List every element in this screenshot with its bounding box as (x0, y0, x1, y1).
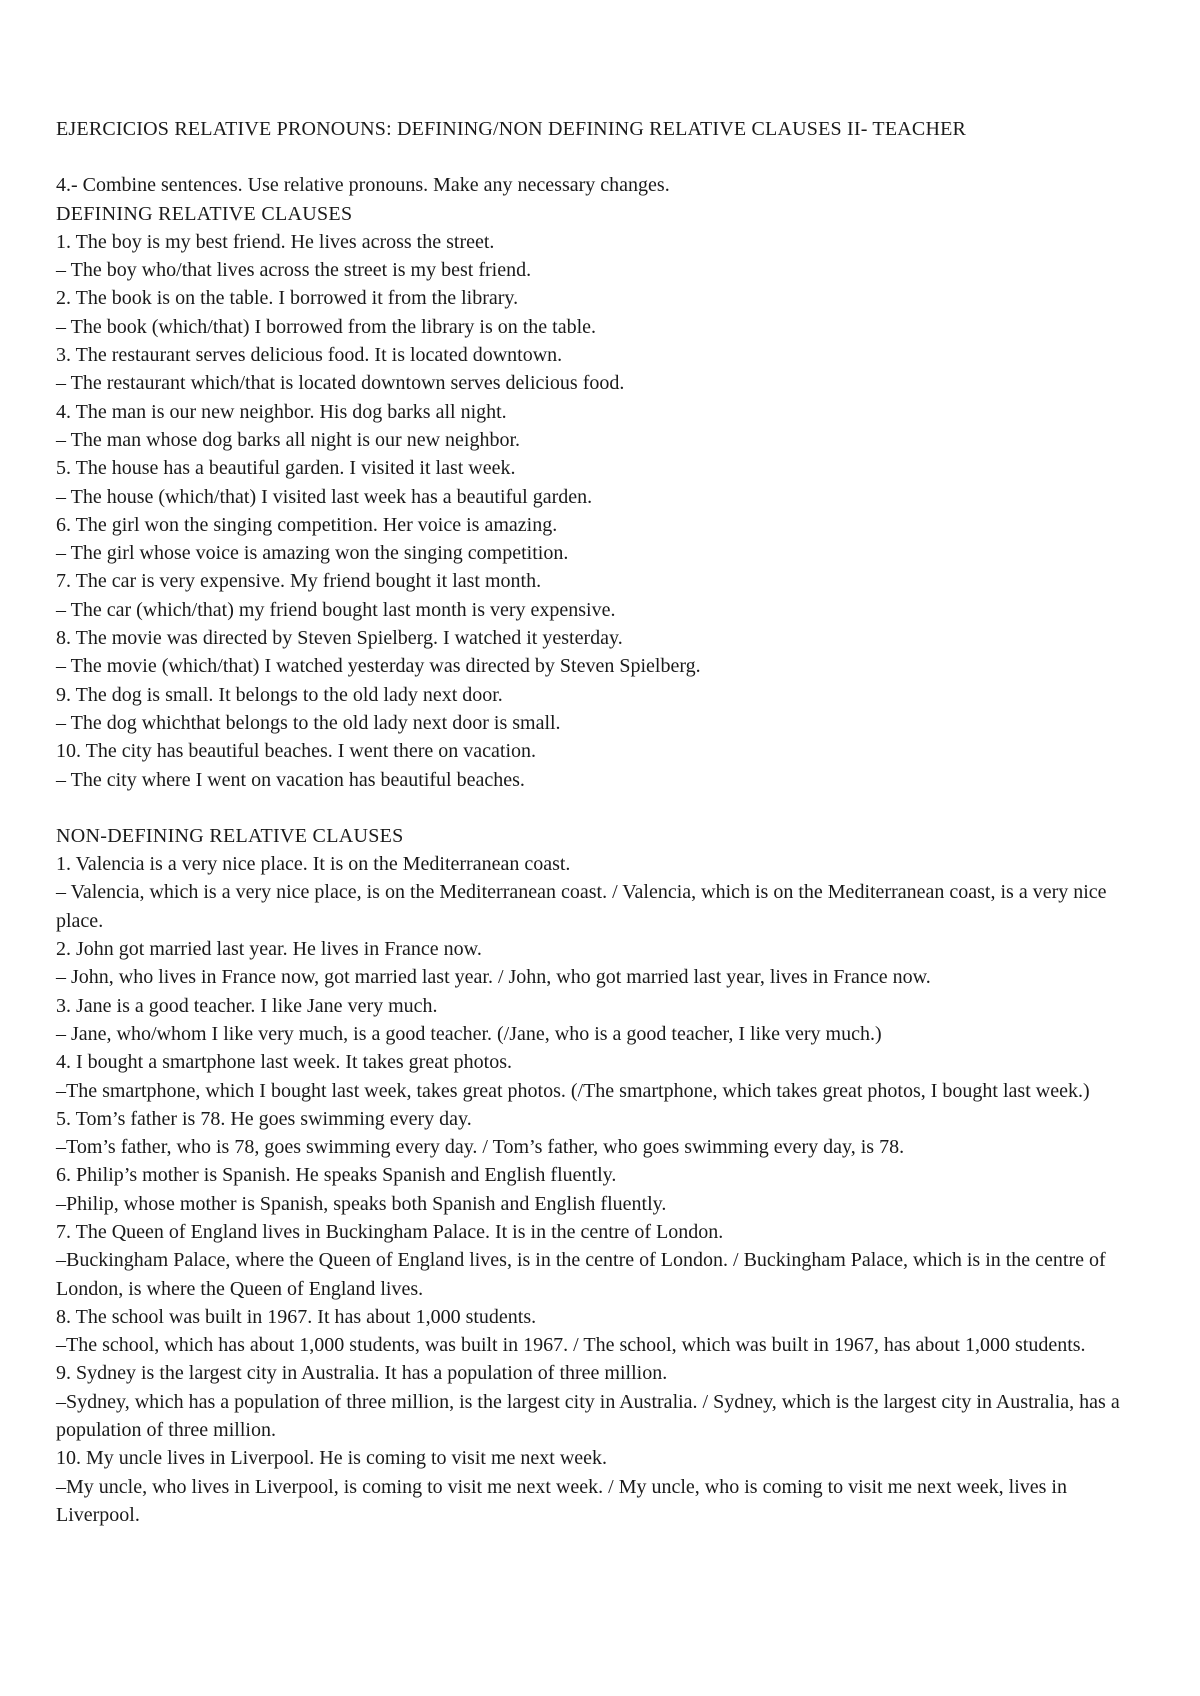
exercise-instruction: 4.- Combine sentences. Use relative pronouns. Make any necessary changes. (56, 174, 670, 197)
defining-item: 3. The restaurant serves delicious food. It is located downtown. (56, 344, 563, 367)
non-defining-item: 8. The school was built in 1967. It has about 1,000 students. (56, 1305, 537, 1328)
defining-item: 5. The house has a beautiful garden. I visited it last week. (56, 457, 516, 480)
defining-answer: – The boy who/that lives across the street is my best friend. (56, 259, 532, 282)
non-defining-answer: – John, who lives in France now, got married last year. / John, who got married last year, lives in France now. (56, 966, 931, 989)
defining-answer: – The movie (which/that) I watched yesterday was directed by Steven Spielberg. (56, 655, 701, 678)
non-defining-answer: –Tom’s father, who is 78, goes swimming every day. / Tom’s father, who goes swimming every day, is 78. (56, 1136, 905, 1159)
non-defining-answer: –Philip, whose mother is Spanish, speaks both Spanish and English fluently. (56, 1192, 667, 1215)
defining-answer: – The house (which/that) I visited last week has a beautiful garden. (56, 485, 593, 508)
document-page (56, 115, 1146, 1529)
non-defining-answer: – Jane, who/whom I like very much, is a good teacher. (/Jane, who is a good teacher, I like very much.) (56, 1022, 882, 1045)
non-defining-answer: –The smartphone, which I bought last week, takes great photos. (/The smartphone, which takes great photos, I bought last week.) (56, 1079, 1090, 1102)
defining-item: 4. The man is our new neighbor. His dog barks all night. (56, 400, 507, 423)
non-defining-item: 3. Jane is a good teacher. I like Jane very much. (56, 994, 438, 1017)
defining-answer: – The city where I went on vacation has beautiful beaches. (56, 768, 525, 791)
defining-answer: – The man whose dog barks all night is our new neighbor. (56, 428, 521, 451)
defining-answer: – The girl whose voice is amazing won the singing competition. (56, 542, 569, 565)
section-heading-non-defining: NON-DEFINING RELATIVE CLAUSES (56, 824, 404, 847)
non-defining-item: 6. Philip’s mother is Spanish. He speaks Spanish and English fluently. (56, 1164, 617, 1187)
defining-answer: – The car (which/that) my friend bought last month is very expensive. (56, 598, 616, 621)
non-defining-item: 2. John got married last year. He lives in France now. (56, 938, 482, 961)
document-title: EJERCICIOS RELATIVE PRONOUNS: DEFINING/NON DEFINING RELATIVE CLAUSES II- TEACHER (56, 118, 967, 140)
non-defining-item: 5. Tom’s father is 78. He goes swimming every day. (56, 1107, 472, 1130)
non-defining-item: 7. The Queen of England lives in Buckingham Palace. It is in the centre of London. (56, 1220, 724, 1243)
section-spacer (56, 794, 1146, 822)
defining-answer: – The dog whichthat belongs to the old lady next door is small. (56, 711, 561, 734)
non-defining-answer: –My uncle, who lives in Liverpool, is coming to visit me next week. / My uncle, who is coming to visit me next week, lives in Liverpool. (56, 1475, 1067, 1526)
defining-item: 8. The movie was directed by Steven Spielberg. I watched it yesterday. (56, 627, 623, 650)
defining-answer: – The restaurant which/that is located downtown serves delicious food. (56, 372, 625, 395)
non-defining-list (56, 850, 1146, 1529)
non-defining-item: 4. I bought a smartphone last week. It takes great photos. (56, 1051, 512, 1074)
non-defining-item: 9. Sydney is the largest city in Australia. It has a population of three million. (56, 1362, 668, 1385)
defining-item: 9. The dog is small. It belongs to the old lady next door. (56, 683, 503, 706)
defining-item: 10. The city has beautiful beaches. I went there on vacation. (56, 740, 537, 763)
non-defining-answer: –The school, which has about 1,000 students, was built in 1967. / The school, which was built in 1967, has about 1,000 students. (56, 1334, 1086, 1357)
non-defining-answer: – Valencia, which is a very nice place, is on the Mediterranean coast. / Valencia, which is on the Mediterranean coast, is a very nice place. (56, 881, 1107, 932)
defining-item: 2. The book is on the table. I borrowed it from the library. (56, 287, 519, 310)
defining-item: 1. The boy is my best friend. He lives across the street. (56, 230, 495, 253)
defining-item: 6. The girl won the singing competition. Her voice is amazing. (56, 513, 558, 536)
non-defining-item: 1. Valencia is a very nice place. It is on the Mediterranean coast. (56, 853, 571, 876)
non-defining-answer: –Buckingham Palace, where the Queen of England lives, is in the centre of London. / Buckingham Palace, which is in the centre of London, is where the Queen of England lives. (56, 1249, 1106, 1300)
non-defining-item: 10. My uncle lives in Liverpool. He is coming to visit me next week. (56, 1447, 608, 1470)
defining-item: 7. The car is very expensive. My friend bought it last month. (56, 570, 542, 593)
defining-answer: – The book (which/that) I borrowed from the library is on the table. (56, 315, 597, 338)
non-defining-answer: –Sydney, which has a population of three million, is the largest city in Australia. / Sydney, which is the largest city in Australia, has a population of three million. (56, 1390, 1120, 1442)
defining-list (56, 228, 1146, 794)
section-heading-defining: DEFINING RELATIVE CLAUSES (56, 202, 353, 225)
